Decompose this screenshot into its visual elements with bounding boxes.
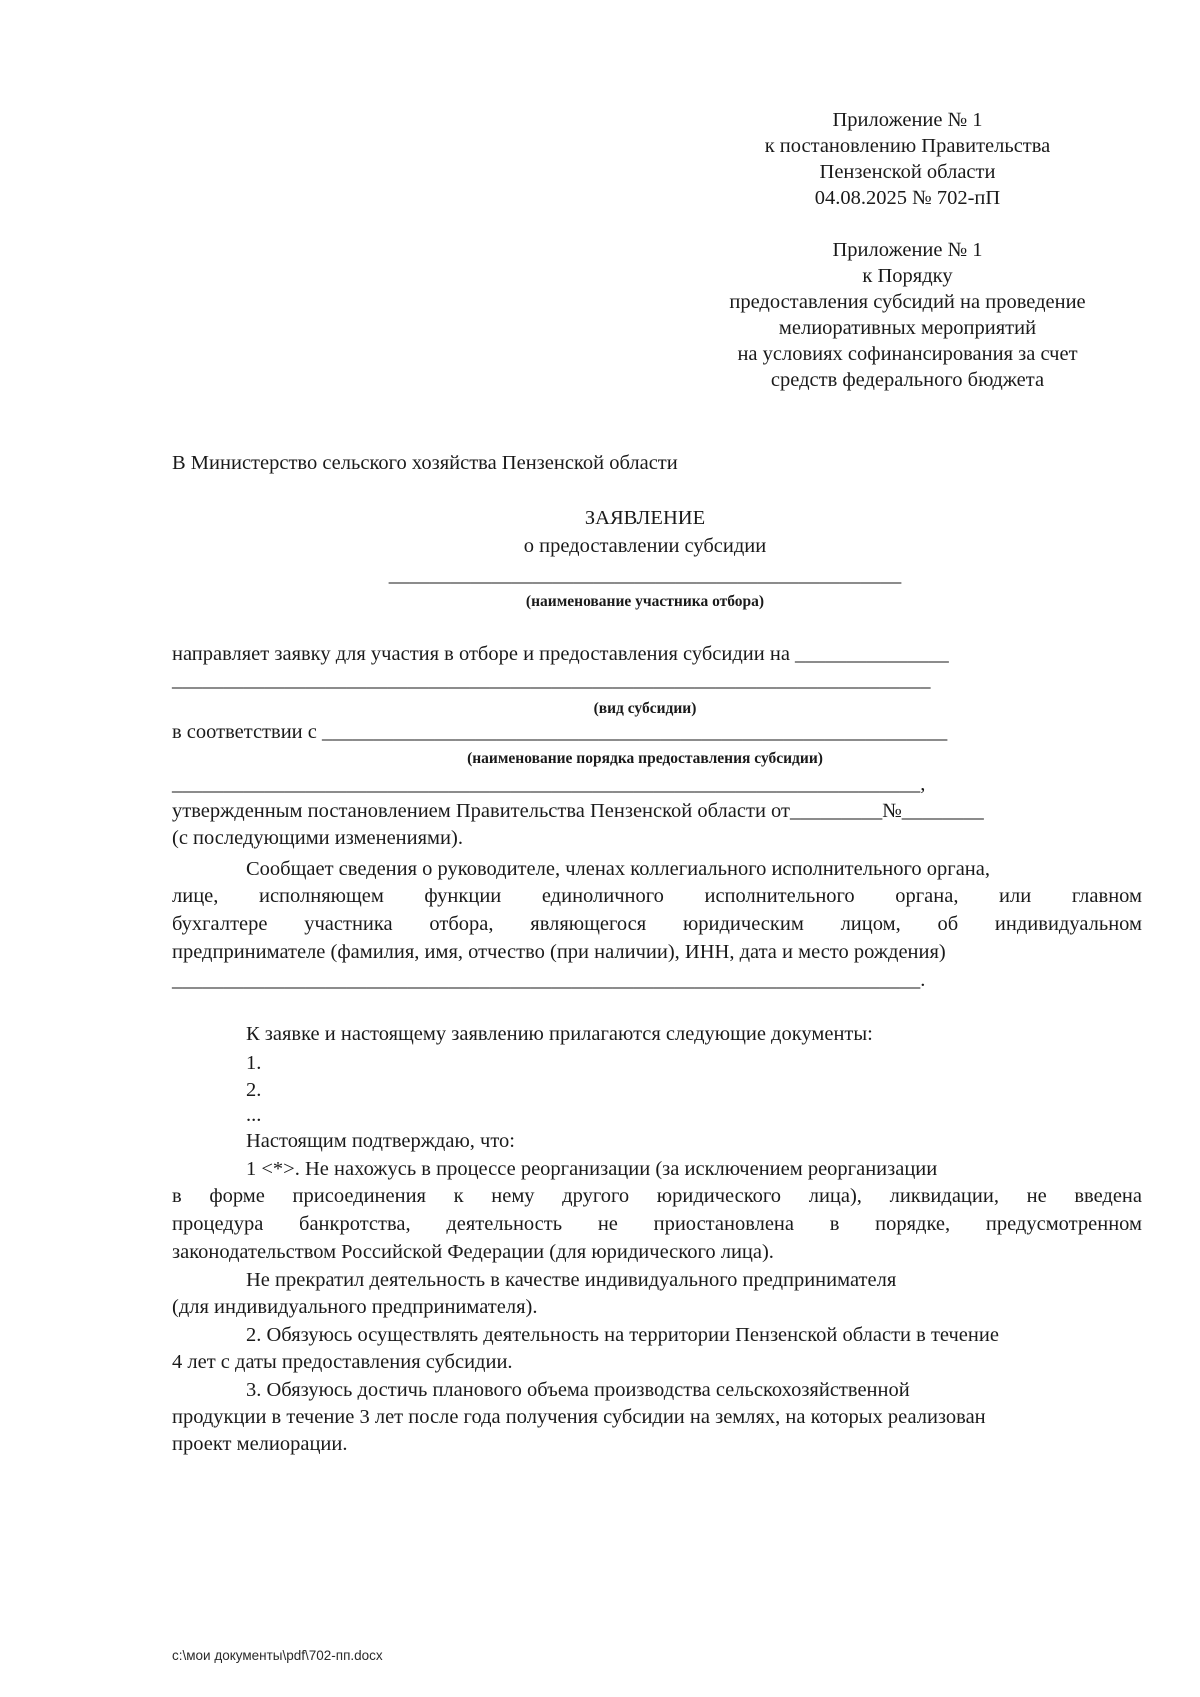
docs-list-item: ...	[246, 1104, 262, 1126]
point-1-line: в форме присоединения к нему другого юридического лица), ликвидации, не введена	[172, 1185, 1142, 1207]
accordance-line: в соответствии с _____________________________________________________________	[172, 721, 948, 743]
appendix-line: Приложение № 1	[832, 239, 983, 261]
document-title: ЗАЯВЛЕНИЕ	[584, 507, 706, 529]
footer-file-path: c:\мои документы\pdf\702-пп.docx	[172, 1648, 383, 1663]
appendix-header-resolution	[680, 107, 1135, 211]
info-paragraph-line: предпринимателе (фамилия, имя, отчество (при наличии), ИНН, дата и место рождения)	[172, 941, 946, 963]
point-1b-line: (для индивидуального предпринимателя).	[172, 1296, 538, 1318]
amendments-line: (с последующими изменениями).	[172, 827, 463, 849]
info-field: _________________________________________________________________________.	[172, 969, 926, 991]
document-subtitle: о предоставлении субсидии	[523, 535, 767, 557]
point-3-line: проект мелиорации.	[172, 1433, 348, 1455]
participant-caption: (наименование участника отбора)	[525, 593, 765, 610]
appendix-line: мелиоративных мероприятий	[778, 317, 1037, 339]
order-caption: (наименование порядка предоставления субсидии)	[467, 750, 823, 767]
docs-intro: К заявке и настоящему заявлению прилагаются следующие документы:	[246, 1023, 873, 1045]
docs-list-item: 1.	[246, 1052, 262, 1074]
appendix-line: к Порядку	[862, 265, 953, 287]
info-paragraph-line: Сообщает сведения о руководителе, членах коллегиального исполнительного органа,	[246, 858, 990, 880]
appendix-line: средств федерального бюджета	[770, 369, 1045, 391]
point-2-line: 4 лет с даты предоставления субсидии.	[172, 1351, 513, 1373]
appendix-date-number: 04.08.2025 № 702-пП	[814, 187, 1001, 209]
point-1-line: процедура банкротства, деятельность не приостановлена в порядке, предусмотренном	[172, 1213, 1142, 1235]
appendix-line: предоставления субсидий на проведение	[729, 291, 1086, 313]
appendix-line: к постановлению Правительства	[764, 135, 1051, 157]
point-1-line: законодательством Российской Федерации (для юридического лица).	[172, 1241, 774, 1263]
appendix-line: на условиях софинансирования за счет	[737, 343, 1078, 365]
confirm-intro: Настоящим подтверждаю, что:	[246, 1130, 515, 1152]
participant-name-field: __________________________________________________	[388, 564, 902, 586]
appendix-line: Пензенской области	[819, 161, 996, 183]
approved-line: утвержденным постановлением Правительства Пензенской области от_________№________	[172, 800, 984, 822]
appendix-header-order	[680, 237, 1135, 393]
addressee: В Министерство сельского хозяйства Пензенской области	[172, 452, 678, 474]
info-paragraph-line: лице, исполняющем функции единоличного исполнительного органа, или главном	[172, 885, 1142, 907]
info-paragraph-line: бухгалтере участника отбора, являющегося юридическим лицом, об индивидуальном	[172, 913, 1142, 935]
order-name-field: _________________________________________________________________________,	[172, 773, 926, 795]
request-line: направляет заявку для участия в отборе и предоставления субсидии на _______________	[172, 643, 949, 665]
point-1b-line: Не прекратил деятельность в качестве индивидуального предпринимателя	[246, 1269, 897, 1291]
point-3-line: 3. Обязуюсь достичь планового объема производства сельскохозяйственной	[246, 1379, 910, 1401]
point-2-line: 2. Обязуюсь осуществлять деятельность на территории Пензенской области в течение	[246, 1324, 999, 1346]
point-3-line: продукции в течение 3 лет после года получения субсидии на землях, на которых реализован	[172, 1406, 986, 1428]
appendix-line: Приложение № 1	[832, 109, 983, 131]
subsidy-type-field: __________________________________________________________________________	[172, 669, 931, 691]
docs-list-item: 2.	[246, 1079, 262, 1101]
subsidy-caption: (вид субсидии)	[593, 700, 697, 717]
point-1-line: 1 <*>. Не нахожусь в процессе реорганизации (за исключением реорганизации	[246, 1158, 938, 1180]
